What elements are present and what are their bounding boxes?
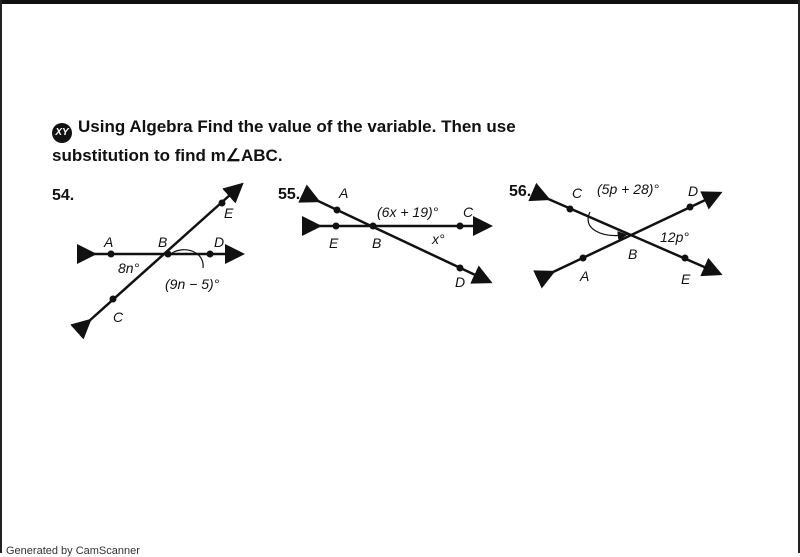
label-a-55: A (339, 185, 349, 201)
angle-x: x° (432, 231, 445, 247)
scanner-footer: Generated by CamScanner (6, 545, 140, 557)
angle-5p-28: (5p + 28)° (597, 181, 660, 197)
label-d-56: D (688, 183, 699, 199)
label-c-56: C (572, 185, 583, 201)
point-c-56 (567, 206, 574, 213)
point-a-55 (334, 207, 341, 214)
angle-8n: 8n° (118, 260, 140, 276)
label-b-55: B (372, 235, 382, 251)
point-b-55 (370, 223, 377, 230)
label-e-55: E (329, 235, 339, 251)
label-e-54: E (224, 205, 234, 221)
point-a-56 (580, 255, 587, 262)
problem-55-number: 55. (278, 186, 301, 203)
label-c-54: C (113, 309, 124, 325)
header-instruction: Find the value of the variable. Then use (197, 117, 516, 136)
angle-9n-5: (9n − 5)° (165, 276, 220, 292)
label-d-55: D (455, 274, 466, 290)
point-c-55 (457, 223, 464, 230)
problem-54-number: 54. (52, 187, 75, 204)
label-c-55: C (463, 204, 474, 220)
angle-6x-19: (6x + 19)° (377, 204, 439, 220)
label-d-54: D (214, 234, 225, 250)
label-b-56: B (628, 246, 638, 262)
label-a-54: A (104, 234, 114, 250)
point-e-56 (682, 255, 689, 262)
point-d-56 (687, 204, 694, 211)
angle-arc-54 (172, 250, 203, 268)
header-title: Using Algebra (78, 117, 193, 136)
point-b (165, 251, 172, 258)
point-a (108, 251, 115, 258)
point-d-55 (457, 265, 464, 272)
point-e-55 (333, 223, 340, 230)
header-instruction-2: substitution to find m∠ABC. (52, 146, 283, 165)
point-c (110, 296, 117, 303)
algebra-badge-icon: XY (52, 123, 72, 143)
problem-56-number: 56. (509, 183, 532, 200)
angle-12p: 12p° (660, 229, 689, 245)
label-b-54: B (158, 234, 168, 250)
point-d (207, 251, 214, 258)
label-a-56: A (580, 268, 590, 284)
label-e-56: E (681, 271, 691, 287)
